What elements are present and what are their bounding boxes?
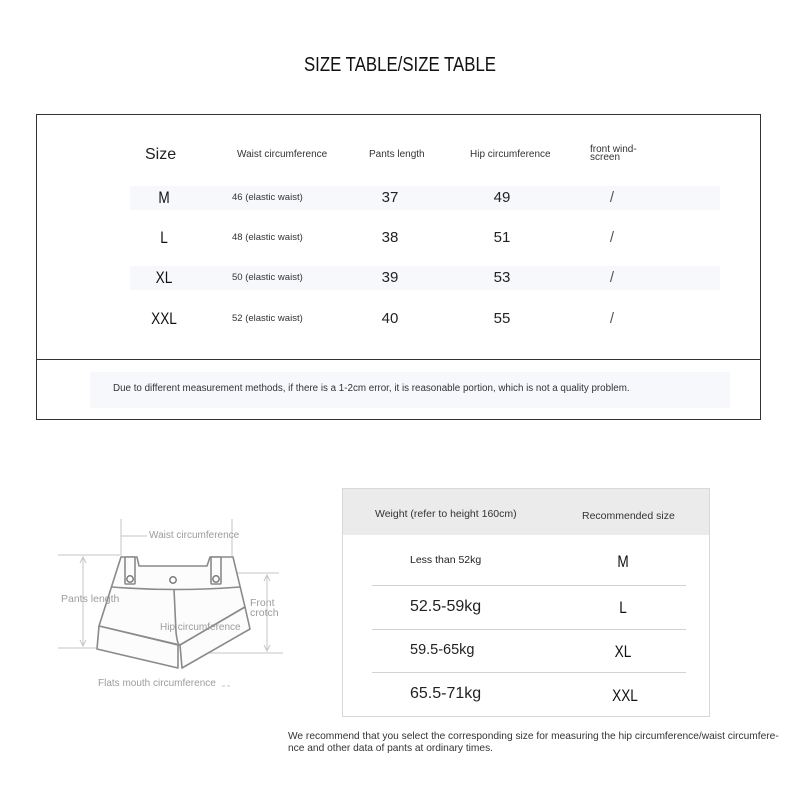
waist-cell: 50 (elastic waist) <box>232 272 303 283</box>
recommended-size-cell: XL <box>614 642 632 661</box>
hip-cell: 51 <box>493 229 511 246</box>
button-right <box>213 576 219 582</box>
size-row <box>0 228 800 248</box>
hip-cell: 55 <box>493 310 511 327</box>
diagram-label-hip: Hip circumference <box>160 622 241 633</box>
size-cell: XXL <box>151 309 177 328</box>
size-cell: XL <box>155 268 173 287</box>
hip-cell: 49 <box>493 189 511 206</box>
weight-cell: 65.5-71kg <box>410 685 482 702</box>
row-divider <box>372 629 686 630</box>
header-pants-length: Pants length <box>369 149 425 160</box>
footer-line2: nce and other data of pants at ordinary times. <box>288 743 494 754</box>
button-left <box>127 576 133 582</box>
measurement-note: Due to different measurement methods, if there is a 1-2cm error, it is reasonable portion, which is not a quality problem. <box>113 383 630 394</box>
recommendation-row <box>0 684 800 704</box>
recommendation-footer <box>288 731 779 755</box>
header-recommended-size: Recommended size <box>582 510 675 522</box>
header-front-windscreen <box>590 143 637 163</box>
waist-cell: 46 (elastic waist) <box>232 192 303 203</box>
recommendation-row <box>0 640 800 660</box>
size-table-header <box>0 145 800 165</box>
diagram-label-waist: Waist circumference <box>149 530 240 541</box>
waist-cell: 48 (elastic waist) <box>232 232 303 243</box>
recommended-size-cell: L <box>619 598 627 617</box>
pants-length-cell: 39 <box>381 269 399 286</box>
recommendation-table-header <box>0 504 800 524</box>
header-weight: Weight (refer to height 160cm) <box>375 508 517 520</box>
page-title: SIZE TABLE/SIZE TABLE <box>303 54 497 76</box>
size-table-divider <box>37 359 760 360</box>
recommended-size-cell: M <box>617 552 629 571</box>
header-hip: Hip circumference <box>470 149 551 160</box>
recommendation-row <box>0 597 800 617</box>
diagram-label-pants-length: Pants length <box>61 593 120 605</box>
size-row <box>0 268 800 288</box>
pants-length-cell: 40 <box>381 310 399 327</box>
front-windscreen-cell: / <box>609 229 615 246</box>
size-row <box>0 309 800 329</box>
footer-line1: We recommend that you select the corresponding size for measuring the hip circumference/waist circumfere- <box>288 731 779 742</box>
size-cell: L <box>160 228 168 247</box>
row-divider <box>372 672 686 673</box>
pants-length-cell: 38 <box>381 229 399 246</box>
header-waist: Waist circumference <box>237 149 328 160</box>
size-cell: M <box>158 188 170 207</box>
waist-cell: 52 (elastic waist) <box>232 313 303 324</box>
recommended-size-cell: XXL <box>612 686 638 705</box>
header-front-windscreen-line2: screen <box>590 152 621 163</box>
size-row <box>0 188 800 208</box>
diagram-label-flats-mouth: Flats mouth circumference <box>98 678 216 689</box>
header-front-windscreen-line1: front wind- <box>590 143 637 155</box>
front-windscreen-cell: / <box>609 189 615 206</box>
front-windscreen-cell: / <box>609 310 615 327</box>
weight-cell: Less than 52kg <box>410 554 482 566</box>
header-size: Size <box>145 146 177 163</box>
button-center <box>170 577 176 583</box>
weight-cell: 52.5-59kg <box>410 598 482 615</box>
diagram-label-front-crotch-line2: crotch <box>250 607 279 619</box>
recommendation-row <box>0 550 800 570</box>
pants-length-cell: 37 <box>381 189 399 206</box>
weight-cell: 59.5-65kg <box>410 642 475 658</box>
front-windscreen-cell: / <box>609 269 615 286</box>
row-divider <box>372 585 686 586</box>
diagram-label-front-crotch-line1: Front <box>250 597 275 609</box>
hip-cell: 53 <box>493 269 511 286</box>
